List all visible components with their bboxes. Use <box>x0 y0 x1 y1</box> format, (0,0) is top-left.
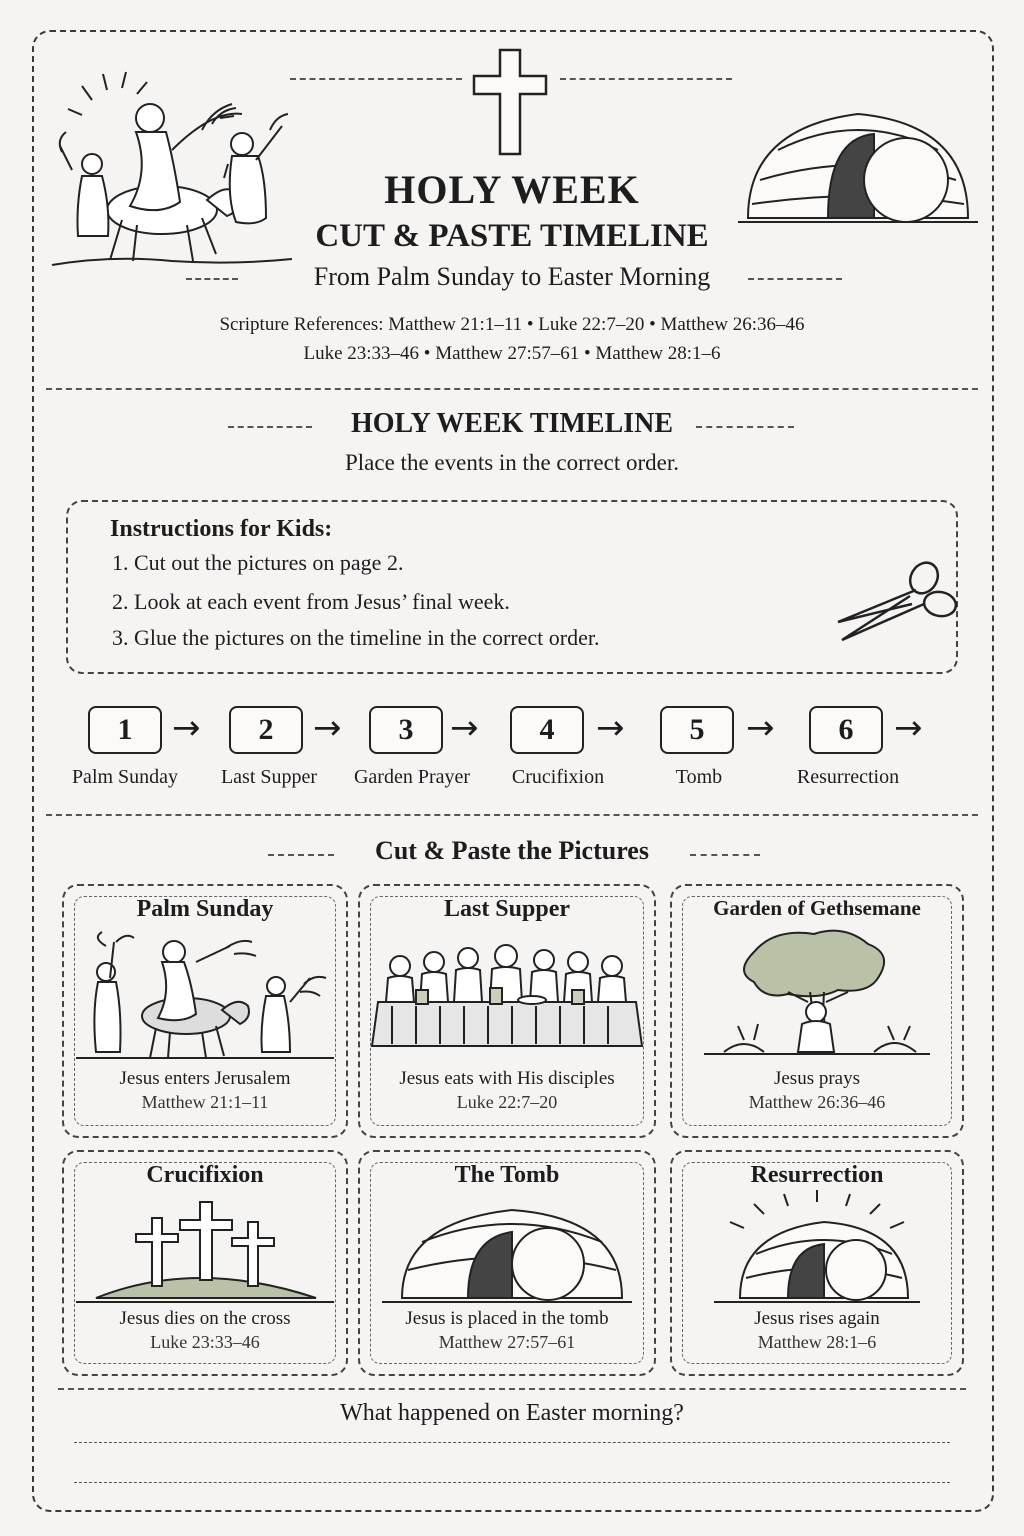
card-reference: Luke 23:33–46 <box>150 1332 260 1352</box>
scissors-icon <box>832 560 962 644</box>
card-caption: Jesus is placed in the tomb <box>405 1308 609 1329</box>
picture-card-last-supper[interactable] <box>358 884 656 1138</box>
card-title: The Tomb <box>454 1162 560 1188</box>
card-reference: Matthew 21:1–11 <box>141 1092 269 1112</box>
card-reference: Matthew 26:36–46 <box>748 1092 886 1112</box>
answer-line[interactable] <box>74 1442 950 1443</box>
card-caption: Jesus rises again <box>754 1308 880 1329</box>
timeline-slot-1[interactable]: 1 <box>88 706 162 754</box>
card-title: Palm Sunday <box>136 896 274 922</box>
card-caption: Jesus prays <box>773 1068 861 1089</box>
arrow-right-icon: → <box>313 708 342 748</box>
timeline-label: Tomb <box>675 766 723 788</box>
card-reference: Luke 22:7–20 <box>456 1092 558 1112</box>
timeline-subtitle: Place the events in the correct order. <box>345 450 679 475</box>
easter-question: What happened on Easter morning? <box>340 1400 684 1426</box>
garden-scene-image <box>684 932 950 1062</box>
palm-sunday-scene-image <box>76 932 334 1062</box>
section-divider <box>46 388 978 390</box>
timeline-slot-3[interactable]: 3 <box>369 706 443 754</box>
instruction-step: 2. Look at each event from Jesus’ final week. <box>112 589 510 614</box>
cut-title-dash-right <box>690 854 760 856</box>
card-title: Resurrection <box>750 1162 884 1188</box>
timeline-slot-4[interactable]: 4 <box>510 706 584 754</box>
cross-icon <box>472 48 548 156</box>
arrow-right-icon: → <box>450 708 479 748</box>
instruction-step: 1. Cut out the pictures on page 2. <box>112 550 404 575</box>
instruction-step: 3. Glue the pictures on the timeline in the correct order. <box>112 625 600 650</box>
timeline-slot-6[interactable]: 6 <box>809 706 883 754</box>
picture-card-tomb[interactable] <box>358 1150 656 1376</box>
instructions-title: Instructions for Kids: <box>110 516 333 542</box>
arrow-right-icon: → <box>746 708 775 748</box>
page-subtitle: CUT & PASTE TIMELINE <box>315 218 709 254</box>
last-supper-scene-image <box>372 932 642 1062</box>
picture-card-resurrection[interactable] <box>670 1150 964 1376</box>
card-reference: Matthew 27:57–61 <box>438 1332 576 1352</box>
page-title: HOLY WEEK <box>384 167 640 212</box>
tagline-dash-right <box>748 278 842 280</box>
arrow-right-icon: → <box>596 708 625 748</box>
card-caption: Jesus enters Jerusalem <box>119 1068 291 1089</box>
card-title: Last Supper <box>443 896 571 922</box>
card-caption: Jesus dies on the cross <box>119 1308 291 1329</box>
section-divider <box>58 1388 966 1390</box>
three-crosses-scene-image <box>76 1198 334 1308</box>
timeline-label: Palm Sunday <box>71 766 179 788</box>
cut-paste-title: Cut & Paste the Pictures <box>375 836 649 865</box>
timeline-title: HOLY WEEK TIMELINE <box>350 408 674 439</box>
timeline-label: Resurrection <box>796 766 900 788</box>
scripture-references-line1: Scripture References: Matthew 21:1–11 • Luke 22:7–20 • Matthew 26:36–46 <box>219 314 805 335</box>
header-dash-right <box>560 78 732 80</box>
section-divider <box>46 814 978 816</box>
empty-tomb-scene-image <box>684 1198 950 1308</box>
scripture-references-line2: Luke 23:33–46 • Matthew 27:57–61 • Matthew 28:1–6 <box>303 343 721 364</box>
timeline-label: Last Supper <box>220 766 318 788</box>
arrow-right-icon: → <box>172 708 201 748</box>
card-title: Garden of Gethsemane <box>713 896 921 920</box>
picture-card-garden[interactable] <box>670 884 964 1138</box>
card-caption: Jesus eats with His disciples <box>399 1068 615 1089</box>
timeline-label: Crucifixion <box>511 766 605 788</box>
timeline-title-dash-right <box>696 426 794 428</box>
timeline-slot-5[interactable]: 5 <box>660 706 734 754</box>
arrow-right-icon: → <box>894 708 923 748</box>
card-title: Crucifixion <box>146 1162 264 1188</box>
tomb-scene-image <box>372 1198 642 1308</box>
picture-card-crucifixion[interactable] <box>62 1150 348 1376</box>
timeline-label: Garden Prayer <box>353 766 471 788</box>
timeline-slot-2[interactable]: 2 <box>229 706 303 754</box>
picture-card-palm-sunday[interactable] <box>62 884 348 1138</box>
answer-line[interactable] <box>74 1482 950 1483</box>
header-dash-left <box>290 78 462 80</box>
tagline: From Palm Sunday to Easter Morning <box>313 262 711 291</box>
card-reference: Matthew 28:1–6 <box>757 1332 877 1352</box>
